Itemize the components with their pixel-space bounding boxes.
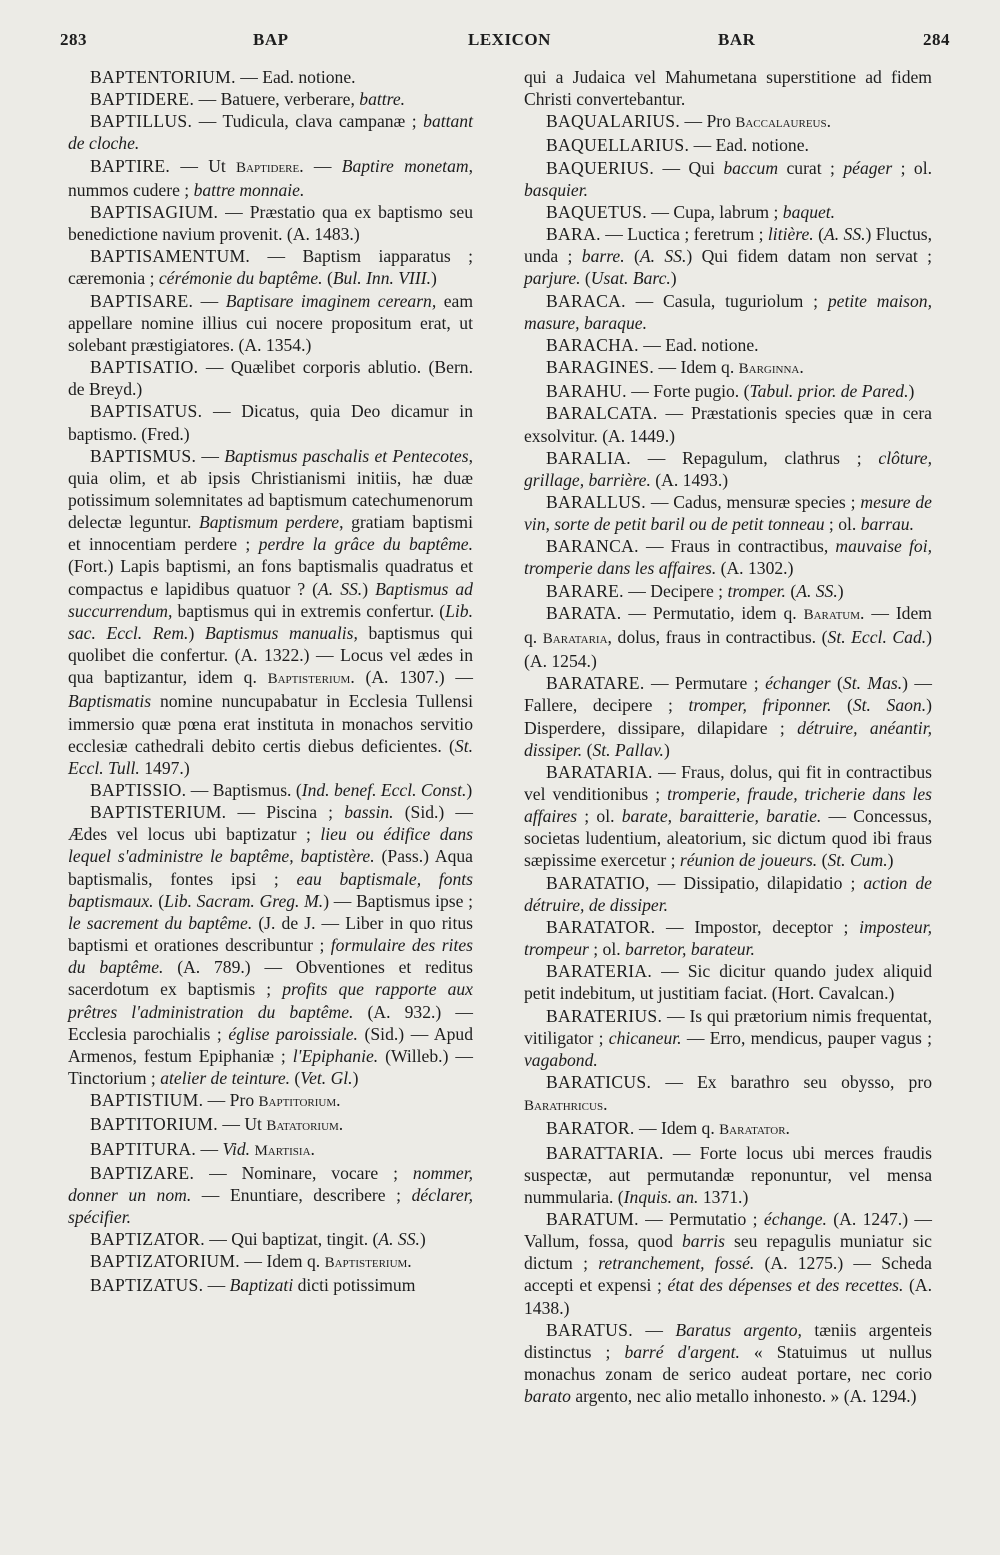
dictionary-entry: BARATARIA. — Fraus, dolus, qui fit in contractibus vel venditionibus ; tromperie, fraude, tricherie dans les affaires ; ol. barate, baraitterie, baratie. — Concessus, societas ludentium, aleatorium, sic dictum quod ibi fraus sæpissime exercetur ; réunion de joueurs. (St. Cum.) (524, 761, 932, 871)
dictionary-entry: BAPTISTERIUM. — Piscina ; bassin. (Sid.) — Ædes vel locus ubi baptizatur ; lieu ou édifice dans lequel s'administre le baptême, baptistère. (Pass.) Aqua baptismalis, fontes ipsi ; eau baptismale, fonts baptismaux. (Lib. Sacram. Greg. M.) — Baptismus ipse ; le sacrement du baptême. (J. de J. — Liber in quo ritus baptismi et orationes describuntur ; formulaire des rites du baptême. (A. 789.) — Obventiones et reditus sacerdotum ex baptismis ; profits que rapporte aux prêtres l'administration du baptême. (A. 932.) — Ecclesia parochialis ; église paroissiale. (Sid.) — Apud Armenos, festum Epiphaniæ ; l'Epiphanie. (Willeb.) — Tinctorium ; atelier de teinture. (Vet. Gl.) (68, 802, 473, 1089)
dictionary-entry: BAPTIZATOR. — Qui baptizat, tingit. (A. SS.) (90, 1229, 426, 1250)
dictionary-entry: BAPTISSIO. — Baptismus. (Ind. benef. Eccl. Const.) (90, 780, 473, 800)
running-title: LEXICON (468, 30, 551, 49)
dictionary-entry: BARATERIUS. — Is qui prætorium nimis frequentat, vitiligator ; chicaneur. — Erro, mendicus, pauper vagus ; vagabond. (524, 1005, 932, 1070)
dictionary-entry: BAPTISARE. — Baptisare imaginem cerearn, eam appellare nomine illius cui nocere propositum erat, ut solebant præstigiatores. (A. 1354.) (68, 290, 474, 355)
dictionary-entry: BAPTIRE. — Ut Baptidere. — Baptire monetam, nummos cudere ; battre monnaie. (68, 155, 473, 200)
left-column (68, 66, 473, 1297)
dictionary-entry: BARATERIA. — Sic dicitur quando judex aliquid petit indebitum, ut justitiam faciat. (Hort. Cavalcan.) (524, 961, 932, 1004)
dictionary-entry: BAPTENTORIUM. — Ead. notione. (90, 67, 356, 87)
continued-entry: qui a Judaica vel Mahumetana superstitione ad fidem Christi convertebantur. (524, 67, 932, 110)
dictionary-entry: BAPTIZATORIUM. — Idem q. Baptisterium. (90, 1251, 412, 1272)
dictionary-entry: BAPTISATIO. — Quælibet corporis ablutio. (Bern. de Breyd.) (68, 357, 473, 400)
dictionary-entry: BARATTARIA. — Forte locus ubi merces fraudis suspectæ, aut permutandæ reponuntur, vel mensa nummularia. (Inquis. an. 1371.) (524, 1142, 932, 1207)
dictionary-entry: BARACHA. — Ead. notione. (546, 334, 759, 355)
dictionary-entry: BARANCA. — Fraus in contractibus, mauvaise foi, tromperie dans les affaires. (A. 1302.) (524, 536, 932, 579)
guide-word-left: BAP (253, 30, 289, 49)
dictionary-entry: BARALLUS. — Cadus, mensuræ species ; mesure de vin, sorte de petit baril ou de petit tonneau ; ol. barrau. (524, 491, 932, 535)
dictionary-entry: BAPTILLUS. — Tudicula, clava campanæ ; battant de cloche. (68, 111, 473, 154)
right-column (524, 66, 932, 1407)
dictionary-entry: BARATATOR. — Impostor, deceptor ; imposteur, trompeur ; ol. barretor, barateur. (524, 916, 932, 960)
dictionary-entry: BARACA. — Casula, tuguriolum ; petite maison, masure, baraque. (524, 290, 932, 333)
dictionary-entry: BAPTISMUS. — Baptismus paschalis et Pentecotes, quia olim, et ab ipsis Christianismi initiis, hæ duæ potissimum solemnitates ad baptismum catechumenorum delectæ leguntur. Baptismum perdere, gratiam baptismi et innocentiam perdere ; perdre la grâce du baptême. (Fort.) Lapis baptismi, an fons baptismalis quadratus et compactus e lapidibus quatuor ? (A. SS.) Baptismus ad succurrendum, baptismus qui in extremis confertur. (Lib. sac. Eccl. Rem.) Baptismus manualis, baptismus qui quolibet die confertur. (A. 1322.) — Locus vel ædes in qua baptizantur, idem q. Baptisterium. (A. 1307.) — Baptismatis nomine nuncupabatur in Ecclesia Tullensi immersio quæ pœna erat instituta in monachos servitio ecclesiæ cathedrali debito certis diebus deficientes. (St. Eccl. Tull. 1497.) (68, 445, 474, 778)
dictionary-entry: BARATOR. — Idem q. Baratator. (546, 1118, 790, 1139)
dictionary-entry: BARARE. — Decipere ; tromper. (A. SS.) (546, 580, 844, 601)
dictionary-entry: BARAHU. — Forte pugio. (Tabul. prior. de Pared.) (546, 381, 915, 402)
dictionary-entry: BARATARE. — Permutare ; échanger (St. Mas.) — Fallere, decipere ; tromper, friponner. (St. Saon.) Disperdere, dissipare, dilapidare ; détruire, anéantir, dissiper. (St. Pallav.) (524, 673, 933, 760)
dictionary-entry: BAQUELLARIUS. — Ead. notione. (546, 135, 809, 156)
dictionary-entry: BAPTITURA. — Vid. Martisia. (90, 1138, 315, 1159)
dictionary-entry: BAPTISAGIUM. — Præstatio qua ex baptismo seu benedictione navium provenit. (A. 1483.) (68, 201, 473, 245)
dictionary-entry: BAPTISATUS. — Dicatus, quia Deo dicamur in baptismo. (Fred.) (68, 401, 473, 444)
dictionary-entry: BAQUALARIUS. — Pro Baccalaureus. (546, 111, 832, 132)
guide-word-right: BAR (718, 30, 756, 49)
running-header (60, 30, 950, 58)
dictionary-entry: BAPTITORIUM. — Ut Batatorium. (90, 1114, 344, 1135)
page-number-right: 284 (923, 30, 950, 49)
dictionary-entry: BARA. — Luctica ; feretrum ; litière. (A. SS.) Fluctus, unda ; barre. (A. SS.) Qui fidem datam non servat ; parjure. (Usat. Barc.) (524, 224, 933, 289)
dictionary-entry: BARATUM. — Permutatio ; échange. (A. 1247.) — Vallum, fossa, quod barris seu repagulis muniatur sic dictum ; retranchement, fossé. (A. 1275.) — Scheda accepti et expensi ; état des dépenses et des recettes. (A. 1438.) (524, 1208, 932, 1318)
dictionary-entry: BAPTIDERE. — Batuere, verberare, battre. (90, 89, 406, 110)
dictionary-entry: BARATUS. — Baratus argento, tæniis argenteis distinctus ; barré d'argent. « Statuimus ut nullus monachus zonam de serico audeat portare, nec corio barato argento, nec alio metallo inhonesto. » (A. 1294.) (524, 1319, 932, 1407)
dictionary-entry: BARALCATA. — Præstationis species quæ in cera exsolvitur. (A. 1449.) (524, 403, 932, 446)
page-number-left: 283 (60, 30, 87, 49)
dictionary-entry: BARALIA. — Repagulum, clathrus ; clôture, grillage, barrière. (A. 1493.) (524, 447, 932, 490)
dictionary-entry: BARATATIO, — Dissipatio, dilapidatio ; action de détruire, de dissiper. (524, 872, 932, 915)
dictionary-entry: BARATA. — Permutatio, idem q. Baratum. — Idem q. Barataria, dolus, fraus in contractibus. (St. Eccl. Cad.) (A. 1254.) (524, 602, 933, 672)
dictionary-entry: BARAGINES. — Idem q. Barginna. (546, 357, 804, 378)
dictionary-entry: BAPTISAMENTUM. — Baptism iapparatus ; cæremonia ; cérémonie du baptême. (Bul. Inn. VIII.) (68, 246, 473, 289)
dictionary-entry: BAQUETUS. — Cupa, labrum ; baquet. (546, 201, 836, 222)
dictionary-entry: BARATICUS. — Ex barathro seu obysso, pro Barathricus. (524, 1072, 932, 1115)
dictionary-entry: BAPTIZARE. — Nominare, vocare ; nommer, donner un nom. — Enuntiare, describere ; déclarer, spécifier. (68, 1162, 473, 1227)
dictionary-entry: BAQUERIUS. — Qui baccum curat ; péager ; ol. basquier. (524, 157, 932, 200)
dictionary-entry: BAPTIZATUS. — Baptizati dicti potissimum (90, 1275, 416, 1296)
dictionary-entry: BAPTISTIUM. — Pro Baptitorium. (90, 1090, 341, 1111)
